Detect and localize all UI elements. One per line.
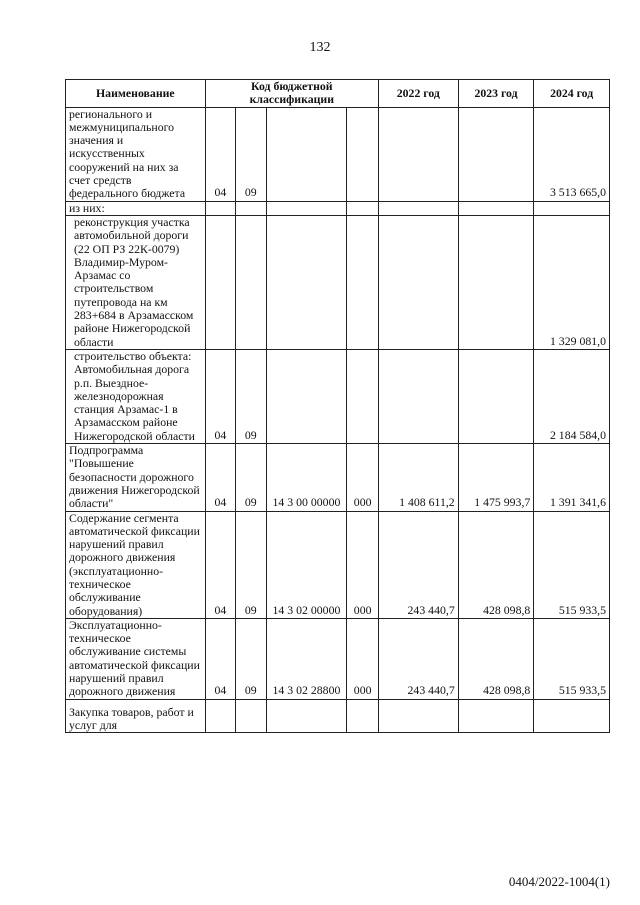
code-target: 14 3 02 00000 <box>266 511 347 618</box>
code-subsection: 09 <box>236 511 266 618</box>
table-row <box>66 511 610 618</box>
code-section: 04 <box>205 107 235 201</box>
header-code: Код бюджетной классификации <box>205 80 378 108</box>
value-2023: 428 098,8 <box>458 618 534 699</box>
value-2022: 243 440,7 <box>378 511 458 618</box>
row-name: регионального и межмуниципального значения и искусственных сооружений на них за счет средств федерального бюджета <box>66 107 206 201</box>
code-target: 14 3 00 00000 <box>266 444 347 511</box>
value-2022 <box>378 349 458 443</box>
code-target <box>266 699 347 733</box>
table-row <box>66 201 610 215</box>
code-target <box>266 107 347 201</box>
row-name: строительство объекта: Автомобильная дорога р.п. Выездное-железнодорожная станция Арзамас-1 в Арзамасском районе Нижегородской области <box>66 349 206 443</box>
row-name: реконструкция участка автомобильной дороги (22 ОП РЗ 22К-0079) Владимир-Муром-Арзамас со строительством путепровода на км 283+684 в Арзамасском районе Нижегородской области <box>66 215 206 349</box>
table-row <box>66 699 610 733</box>
code-subsection: 09 <box>236 107 266 201</box>
value-2023 <box>458 215 534 349</box>
code-type: 000 <box>347 618 379 699</box>
value-2022 <box>378 215 458 349</box>
table-row <box>66 349 610 443</box>
header-name: Наименование <box>66 80 206 108</box>
row-name: Эксплуатационно-техническое обслуживание системы автоматической фиксации нарушений правил дорожного движения <box>66 618 206 699</box>
value-2023 <box>458 699 534 733</box>
code-section <box>205 215 235 349</box>
value-2023 <box>458 201 534 215</box>
value-2022 <box>378 699 458 733</box>
value-2023: 428 098,8 <box>458 511 534 618</box>
value-2022: 1 408 611,2 <box>378 444 458 511</box>
value-2024 <box>534 201 610 215</box>
code-type: 000 <box>347 511 379 618</box>
row-name: Содержание сегмента автоматической фиксации нарушений правил дорожного движения (эксплуатационно-техническое обслуживание оборудования) <box>66 511 206 618</box>
code-section <box>205 699 235 733</box>
header-2022: 2022 год <box>378 80 458 108</box>
value-2023 <box>458 107 534 201</box>
code-type <box>347 349 379 443</box>
row-name: Закупка товаров, работ и услуг для <box>66 699 206 733</box>
code-target <box>266 201 347 215</box>
code-section: 04 <box>205 618 235 699</box>
value-2024: 515 933,5 <box>534 511 610 618</box>
code-type: 000 <box>347 444 379 511</box>
code-target <box>266 349 347 443</box>
header-2024: 2024 год <box>534 80 610 108</box>
code-type <box>347 215 379 349</box>
code-type <box>347 699 379 733</box>
code-subsection <box>236 215 266 349</box>
budget-table <box>65 79 610 733</box>
code-target: 14 3 02 28800 <box>266 618 347 699</box>
value-2024: 3 513 665,0 <box>534 107 610 201</box>
value-2022 <box>378 107 458 201</box>
code-subsection <box>236 699 266 733</box>
value-2024: 1 391 341,6 <box>534 444 610 511</box>
code-type <box>347 107 379 201</box>
value-2024: 1 329 081,0 <box>534 215 610 349</box>
value-2024: 2 184 584,0 <box>534 349 610 443</box>
code-subsection: 09 <box>236 618 266 699</box>
page-number: 132 <box>309 40 331 55</box>
code-section: 04 <box>205 349 235 443</box>
header-2023: 2023 год <box>458 80 534 108</box>
value-2023: 1 475 993,7 <box>458 444 534 511</box>
code-subsection: 09 <box>236 444 266 511</box>
value-2024 <box>534 699 610 733</box>
value-2024: 515 933,5 <box>534 618 610 699</box>
code-subsection: 09 <box>236 349 266 443</box>
table-row <box>66 444 610 511</box>
table-row <box>66 215 610 349</box>
code-type <box>347 201 379 215</box>
code-section: 04 <box>205 511 235 618</box>
row-name: Подпрограмма "Повышение безопасности дорожного движения Нижегородской области" <box>66 444 206 511</box>
value-2023 <box>458 349 534 443</box>
value-2022 <box>378 201 458 215</box>
row-name: из них: <box>66 201 206 215</box>
document-code: 0404/2022-1004(1) <box>508 874 610 889</box>
code-section: 04 <box>205 444 235 511</box>
table-row <box>66 107 610 201</box>
code-section <box>205 201 235 215</box>
table-row <box>66 618 610 699</box>
header-row <box>66 80 610 108</box>
code-target <box>266 215 347 349</box>
value-2022: 243 440,7 <box>378 618 458 699</box>
code-subsection <box>236 201 266 215</box>
